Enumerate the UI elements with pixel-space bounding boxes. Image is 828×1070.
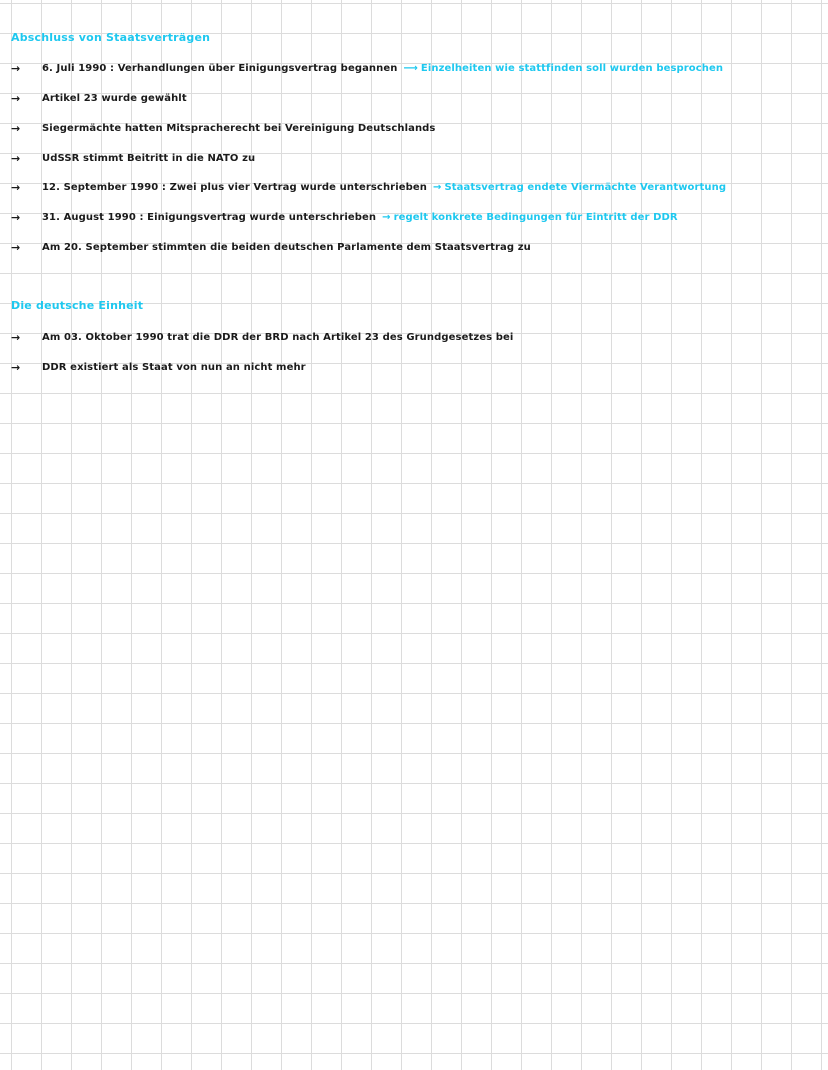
- arrow-icon: ⟶: [403, 62, 418, 74]
- item-text: Am 20. September stimmten die beiden deutschen Parlamente dem Staatsvertrag zu: [42, 241, 531, 253]
- arrow-icon: →: [11, 180, 21, 194]
- list-item: [11, 357, 306, 377]
- arrow-icon: →: [11, 151, 21, 165]
- item-note: [403, 63, 723, 74]
- arrow-icon: →: [11, 210, 21, 224]
- arrow-icon: →: [11, 240, 21, 254]
- list-item: [11, 58, 723, 78]
- section-heading-staatsvertraege: Abschluss von Staatsverträgen: [11, 31, 211, 44]
- item-text: UdSSR stimmt Beitritt in die NATO zu: [42, 152, 256, 164]
- list-item: [11, 148, 255, 168]
- note-text: regelt konkrete Bedingungen für Eintritt der DDR: [393, 211, 678, 223]
- arrow-icon: →: [11, 61, 21, 75]
- arrow-icon: →: [11, 91, 21, 105]
- item-text: 31. August 1990 : Einigungsvertrag wurde unterschrieben: [42, 211, 377, 223]
- list-item: [11, 88, 187, 108]
- item-text: Siegermächte hatten Mitspracherecht bei Vereinigung Deutschlands: [42, 122, 436, 134]
- arrow-icon: →: [432, 181, 442, 193]
- list-item: [11, 327, 513, 347]
- arrow-icon: →: [11, 121, 21, 135]
- item-text: 6. Juli 1990 : Verhandlungen über Einigungsvertrag begannen: [42, 62, 398, 74]
- list-item: [11, 118, 436, 138]
- list-item: [11, 237, 531, 257]
- note-text: Einzelheiten wie stattfinden soll wurden besprochen: [420, 62, 724, 74]
- item-note: [382, 212, 678, 223]
- note-text: Staatsvertrag endete Viermächte Verantwortung: [444, 181, 727, 193]
- arrow-icon: →: [382, 211, 391, 223]
- item-text: Am 03. Oktober 1990 trat die DDR der BRD nach Artikel 23 des Grundgesetzes bei: [42, 331, 514, 343]
- arrow-icon: →: [11, 360, 21, 374]
- item-text: DDR existiert als Staat von nun an nicht mehr: [42, 361, 306, 373]
- list-item: [11, 177, 726, 197]
- section-heading-einheit: Die deutsche Einheit: [11, 299, 144, 312]
- item-text: Artikel 23 wurde gewählt: [42, 92, 187, 104]
- item-text: 12. September 1990 : Zwei plus vier Vertrag wurde unterschrieben: [42, 181, 427, 193]
- item-note: [433, 182, 726, 193]
- list-item: [11, 207, 678, 227]
- arrow-icon: →: [11, 330, 21, 344]
